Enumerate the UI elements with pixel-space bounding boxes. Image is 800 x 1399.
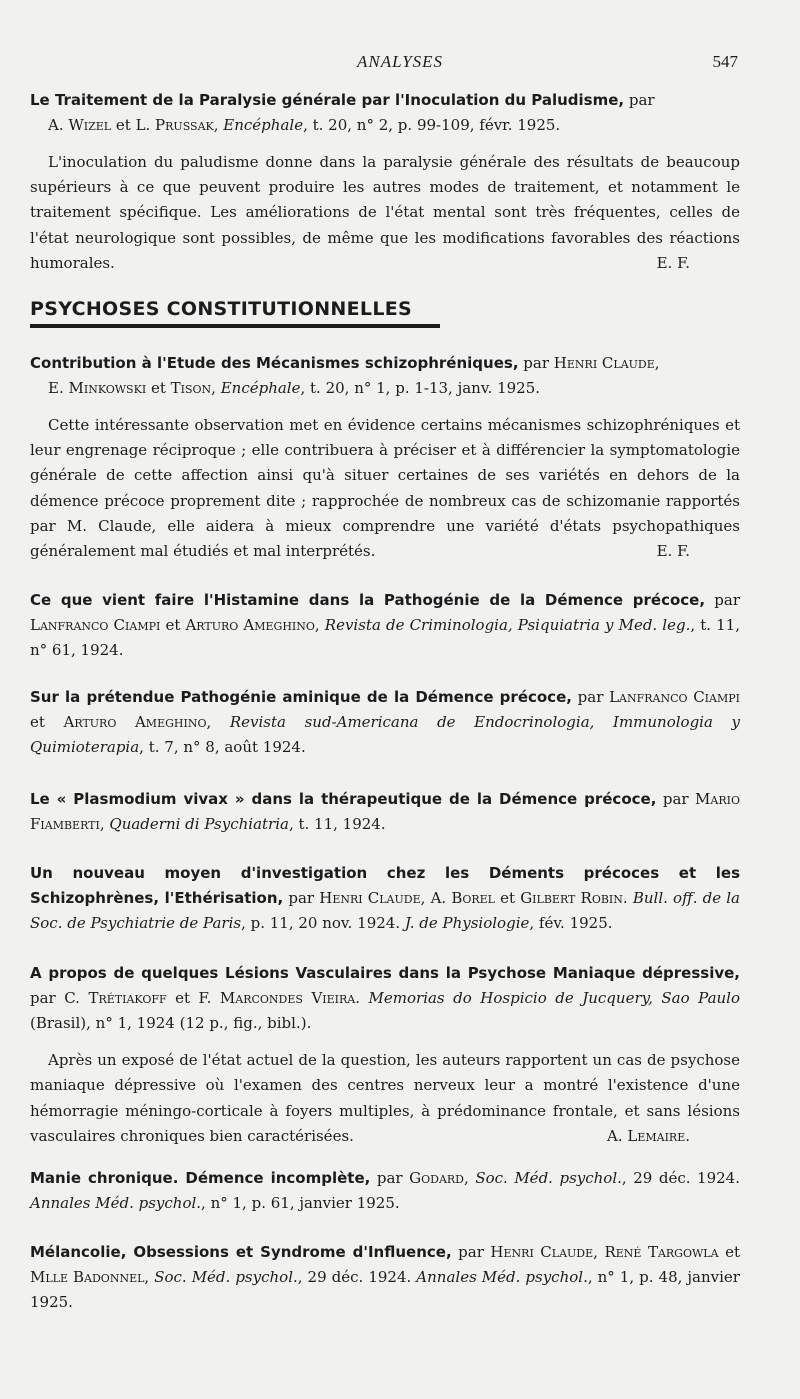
citation: A propos de quelques Lésions Vasculaires dans la Psychose Maniaque dépressive, par C. Trétiakoff et F. Marcondes Vieira. Memorias do Hospicio de Jucquery, Sao Paulo (Brasil), n° 1, 1924 (12 p., fig., bibl.). bbox=[30, 964, 740, 1033]
author: Mlle Badonnel bbox=[30, 1268, 145, 1287]
reference: , t. 7, n° 8, août 1924. bbox=[139, 738, 306, 757]
abstract-text: Cette intéressante observation met en évidence certains mécanismes schizophréniques et leur engrenage réciproque ; elle contribuera à préciser et à différencier la symptomatologie générale de cette affection ainsi qu'à situer certaines de ses variétés en dehors de la démence précoce proprement dite ; rapprochée de nombreux cas de schizomanie rapportés par M. Claude, elle aidera à mieux comprendre une variété d'états psychopathiques généralement mal étudiés et mal interprétés. E. F. bbox=[30, 413, 740, 564]
journal-name: Annales Méd. psychol. bbox=[416, 1268, 588, 1287]
author: Lanfranco Ciampi bbox=[30, 616, 161, 635]
author: Henri Claude bbox=[490, 1243, 594, 1261]
reference: , p. 11, 20 nov. 1924. bbox=[241, 914, 405, 933]
abstract-entry-2 bbox=[30, 351, 740, 564]
page-number: 547 bbox=[712, 52, 738, 71]
abstract-entry-6 bbox=[30, 861, 740, 936]
author: Henri Claude bbox=[553, 354, 655, 372]
article-title: Contribution à l'Etude des Mécanismes schizophréniques, bbox=[30, 354, 519, 372]
author: René Targowla bbox=[604, 1243, 719, 1261]
author: Henri Claude bbox=[319, 889, 421, 908]
abstract-entry-8 bbox=[30, 1166, 740, 1216]
reference: , t. 11, 1924. bbox=[288, 815, 386, 834]
article-title: Ce que vient faire l'Histamine dans la Pathogénie de la Démence précoce, bbox=[30, 591, 706, 609]
citation: Manie chronique. Démence incomplète, par Godard, Soc. Méd. psychol., 29 déc. 1924. Annales Méd. psychol., n° 1, p. 61, janvier 1925. bbox=[30, 1169, 740, 1213]
citation: Le « Plasmodium vivax » dans la thérapeutique de la Démence précoce, par Mario Fiamberti, Quaderni di Psychiatria, t. 11, 1924. bbox=[30, 790, 740, 834]
reference: , fév. 1925. bbox=[529, 914, 613, 933]
article-title: Le « Plasmodium vivax » dans la thérapeutique de la Démence précoce, bbox=[30, 790, 657, 808]
reference: , t. 11, n° 61, 1924. bbox=[30, 616, 740, 660]
author: Mario Fiamberti bbox=[30, 790, 740, 834]
journal-name: Encéphale bbox=[220, 379, 301, 398]
author: Arturo Ameghino bbox=[185, 616, 315, 635]
reference: , t. 20, n° 2, p. 99-109, févr. 1925. bbox=[303, 116, 561, 135]
citation: Le Traitement de la Paralysie générale par l'Inoculation du Paludisme, par A. Wizel et L. Prussak, Encéphale, t. 20, n° 2, p. 99-109, févr. 1925. bbox=[30, 91, 655, 135]
journal-name: Quaderni di Psychiatria bbox=[109, 815, 289, 834]
reference: , n° 1, p. 48, janvier 1925. bbox=[30, 1268, 740, 1312]
article-title: Manie chronique. Démence incomplète, bbox=[30, 1169, 371, 1187]
section-title: PSYCHOSES CONSTITUTIONNELLES bbox=[30, 298, 412, 320]
reviewer-signature: E. F. bbox=[656, 542, 690, 561]
journal-name: Encéphale bbox=[223, 116, 304, 135]
abstract-text: Après un exposé de l'état actuel de la question, les auteurs rapportent un cas de psychose maniaque dépressive où l'examen des centres nerveux leur a montré l'existence d'une hémorragie méningo-corticale à foyers multiples, à prédominance frontale, et sans lésions vasculaires chroniques bien caractérisées. A. Lemaire. bbox=[30, 1048, 740, 1149]
author: A. Borel bbox=[430, 889, 495, 908]
author: L. Prussak bbox=[135, 116, 214, 135]
article-title: Mélancolie, Obsessions et Syndrome d'Influence, bbox=[30, 1243, 452, 1261]
journal-name: Annales Méd. psychol. bbox=[30, 1194, 202, 1213]
author: F. Marcondes Vieira bbox=[198, 989, 356, 1008]
running-title: ANALYSES bbox=[356, 52, 444, 71]
journal-name: Soc. Méd. psychol. bbox=[475, 1169, 622, 1187]
abstract-entry-5 bbox=[30, 787, 740, 837]
abstract-entry-1 bbox=[30, 88, 740, 276]
journal-name: Soc. Méd. psychol. bbox=[154, 1268, 298, 1287]
abstract-entry-4 bbox=[30, 685, 740, 760]
citation: Mélancolie, Obsessions et Syndrome d'Influence, par Henri Claude, René Targowla et Mlle Badonnel, Soc. Méd. psychol., 29 déc. 1924. Annales Méd. psychol., n° 1, p. 48, janvier 1925. bbox=[30, 1243, 740, 1312]
citation: Ce que vient faire l'Histamine dans la Pathogénie de la Démence précoce, par Lanfranco Ciampi et Arturo Ameghino, Revista de Criminologia, Psiquiatria y Med. leg., t. 11, n° 61, 1924. bbox=[30, 591, 741, 660]
journal-name: Bull. off. de la Soc. de Psychiatrie de Paris bbox=[30, 889, 741, 933]
article-title: A propos de quelques Lésions Vasculaires dans la Psychose Maniaque dépressive, bbox=[30, 964, 740, 982]
reference: (Brasil), n° 1, 1924 (12 p., fig., bibl.). bbox=[30, 1014, 312, 1033]
abstract-entry-3 bbox=[30, 588, 740, 663]
section-heading bbox=[30, 298, 440, 328]
citation: Contribution à l'Etude des Mécanismes schizophréniques, par Henri Claude, E. Minkowski et Tison, Encéphale, t. 20, n° 1, p. 1-13, janv. 1925. bbox=[30, 354, 660, 398]
journal-name: Memorias do Hospicio de Jucquery, Sao Paulo bbox=[368, 989, 740, 1008]
author: Gilbert Robin bbox=[520, 889, 623, 908]
author: C. Trétiakoff bbox=[64, 989, 167, 1008]
author: Lanfranco Ciampi bbox=[609, 688, 740, 706]
article-title: Sur la prétendue Pathogénie aminique de la Démence précoce, bbox=[30, 688, 572, 706]
author: A. Wizel bbox=[48, 116, 112, 135]
author: Tison bbox=[170, 379, 212, 398]
abstract-entry-9 bbox=[30, 1240, 740, 1315]
reference: , n° 1, p. 61, janvier 1925. bbox=[201, 1194, 400, 1213]
citation: Sur la prétendue Pathogénie aminique de la Démence précoce, par Lanfranco Ciampi et Arturo Ameghino, Revista sud-Americana de Endocrinologia, Immunologia y Quimioterapia, t. 7, n° 8, août 1924. bbox=[30, 688, 740, 757]
article-title: Un nouveau moyen d'investigation chez les Déments précoces et les Schizophrènes, l'Ethérisation, bbox=[30, 864, 740, 908]
author: Arturo Ameghino bbox=[63, 713, 207, 732]
author: E. Minkowski bbox=[48, 379, 147, 398]
running-header bbox=[0, 52, 800, 76]
abstract-entry-7 bbox=[30, 961, 740, 1149]
journal-name: J. de Physiologie bbox=[404, 914, 530, 933]
abstract-text: L'inoculation du paludisme donne dans la paralysie générale des résultats de beaucoup supérieurs à ce que peuvent produire les autres modes de traitement, et notamment le traitement spécifique. Les améliorations de l'état mental sont très fréquentes, celles de l'état neurologique sont possibles, de même que les modifications favorables des réactions humorales. E. F. bbox=[30, 150, 740, 276]
reviewer-signature: E. F. bbox=[656, 253, 690, 272]
citation: Un nouveau moyen d'investigation chez les Déments précoces et les Schizophrènes, l'Ethérisation, par Henri Claude, A. Borel et Gilbert Robin. Bull. off. de la Soc. de Psychiatrie de Paris, p. 11, 20 nov. 1924. J. de Physiologie, fév. 1925. bbox=[30, 864, 741, 933]
author: Godard bbox=[409, 1169, 464, 1187]
reference: , 29 déc. 1924. bbox=[297, 1268, 417, 1287]
reference: , 29 déc. 1924. bbox=[621, 1169, 740, 1187]
journal-name: Revista sud-Americana de Endocrinologia, Immunologia y Quimioterapia bbox=[30, 713, 740, 757]
journal-name: Revista de Criminologia, Psiquiatria y Med. leg. bbox=[324, 616, 691, 635]
reviewer-signature: A. Lemaire. bbox=[607, 1126, 690, 1145]
section-underline bbox=[30, 324, 440, 328]
article-title: Le Traitement de la Paralysie générale par l'Inoculation du Paludisme, bbox=[30, 91, 625, 109]
reference: , t. 20, n° 1, p. 1-13, janv. 1925. bbox=[300, 379, 541, 398]
